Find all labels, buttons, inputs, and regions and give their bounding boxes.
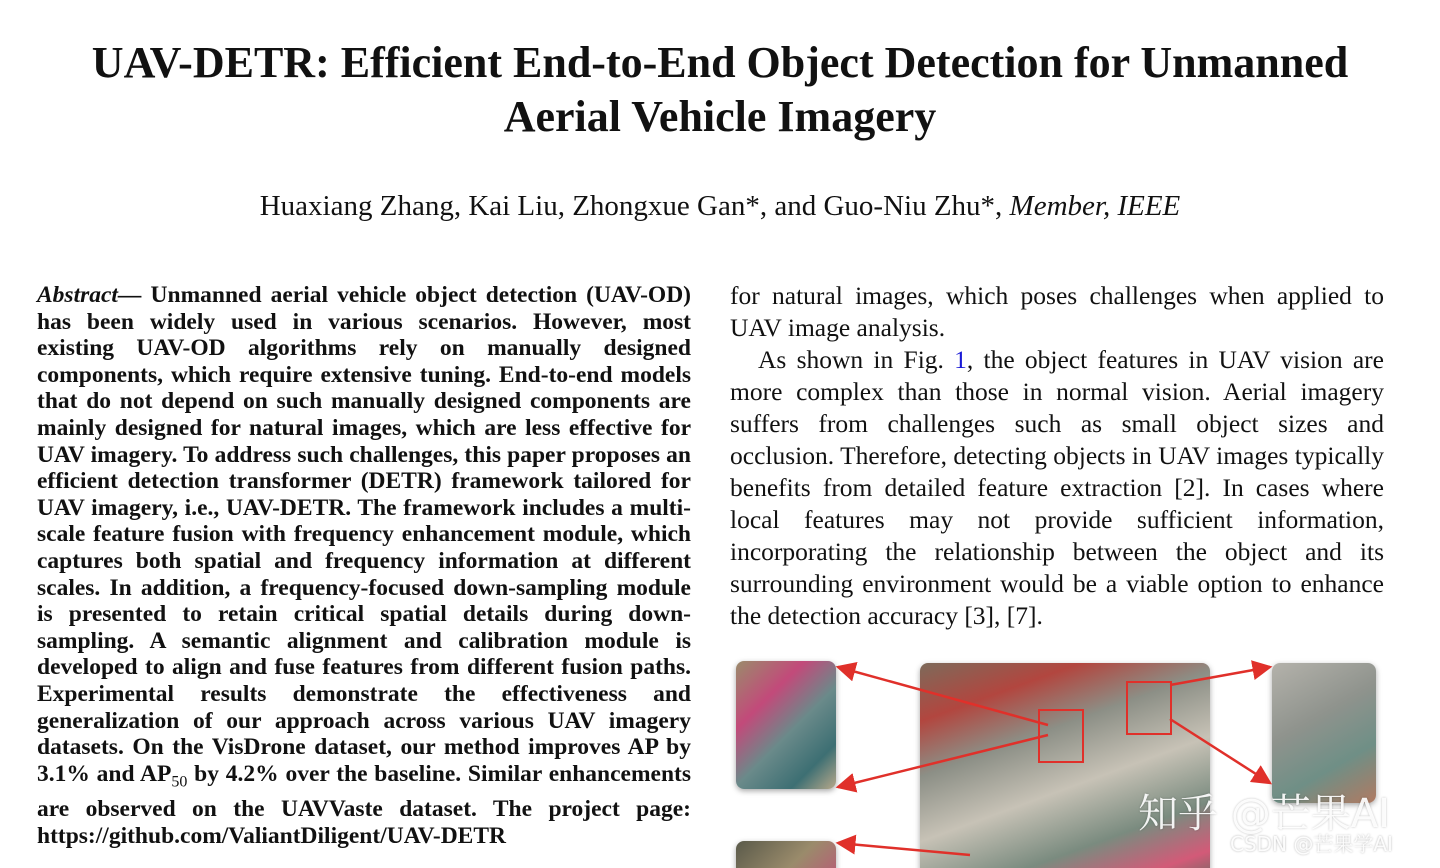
right-column [730, 280, 1384, 632]
arrow [838, 667, 1048, 725]
author-affiliation: Member, IEEE [1009, 190, 1181, 222]
abstract-subscript: 50 [171, 773, 188, 791]
arrow [1170, 667, 1270, 685]
arrow [838, 735, 1048, 787]
figure-ref-link[interactable]: 1 [954, 345, 967, 374]
abstract-body: Unmanned aerial vehicle object detection (UAV-OD) has been widely used in various scenarios. However, most existing UAV-OD algorithms rely on manually designed components, which require extensive tuning. End-to-end models that do not depend on such manually designed components are mainly designed for natural images, which are less effective for UAV imagery. To address such challenges, this paper proposes an efficient detection transformer (DETR) framework tailored for UAV imagery, i.e., UAV-DETR. The framework includes a multi-scale feature fusion with frequency enhancement module, which captures both spatial and frequency information at different scales. In addition, a frequency-focused down-sampling module is presented to retain critical spatial details during down-sampling. A semantic alignment and calibration module is developed to align and fuse features from different fusion paths. Experimental results demonstrate the effectiveness and generalization of our approach across various UAV imagery datasets. On the VisDrone dataset, our method improves AP by 3.1% and AP [37, 282, 691, 787]
right-paragraph-1: for natural images, which poses challenges when applied to UAV image analysis. [730, 281, 1384, 342]
paper-title: UAV-DETR: Efficient End-to-End Object Detection for Unmanned Aerial Vehicle Imagery [91, 38, 1349, 141]
abstract-tail: by 4.2% over the baseline. Similar enhancements are observed on the UAVVaste dataset. The project page: https://github.com/ValiantDiligent/UAV-DETR [37, 760, 692, 849]
abstract [37, 282, 691, 849]
arrow [1170, 719, 1270, 783]
author-line [40, 188, 1400, 224]
abstract-label: Abstract— [37, 282, 142, 308]
para2-post: , the object features in UAV vision are more complex than those in normal vision. Aerial imagery suffers from challenges such as small object sizes and occlusion. Therefore, detecting objects in UAV images typically benefits from detailed feature extraction [2]. In cases where local features may not provide sufficient information, incorporating the relationship between the object and its surrounding environment would be a viable option to enhance the detection accuracy [3], [7]. [730, 345, 1384, 630]
zhihu-watermark: 知乎 @芒果AI [1138, 791, 1390, 837]
arrow [838, 843, 970, 855]
author-names: Huaxiang Zhang, Kai Liu, Zhongxue Gan*, and Guo-Niu Zhu*, [259, 190, 1003, 222]
csdn-watermark: CSDN @芒果学AI [1230, 832, 1393, 856]
right-paragraph-2 [730, 344, 1384, 632]
para2-pre: As shown in Fig. [758, 345, 955, 374]
